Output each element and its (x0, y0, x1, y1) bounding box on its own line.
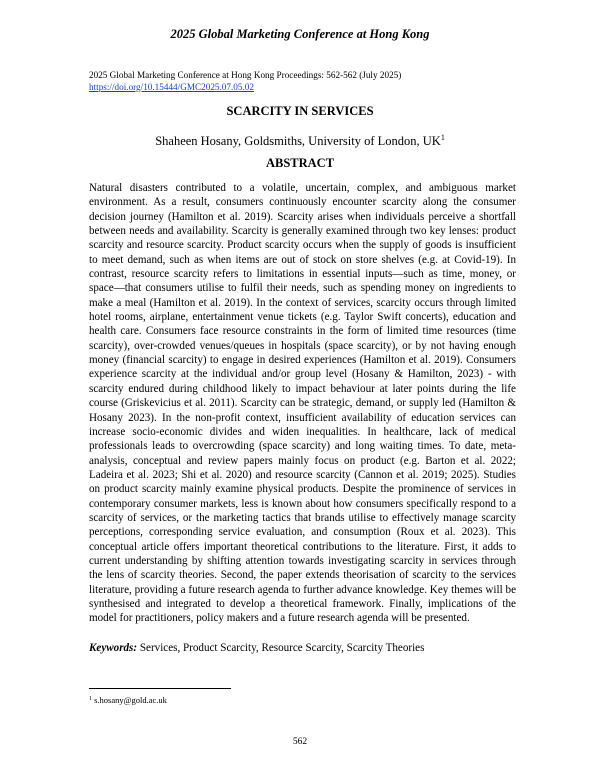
proceedings-citation: 2025 Global Marketing Conference at Hong Kong Proceedings: 562-562 (July 2025) (89, 70, 402, 80)
footnote-mark: 1 (89, 696, 92, 702)
page-number: 562 (292, 737, 308, 747)
author-footnote-mark: 1 (440, 133, 445, 142)
author-line (0, 133, 600, 149)
abstract-body: Natural disasters contributed to a volatile, uncertain, complex, and ambiguous market environment. As a result, consumers continuously encounter scarcity along the consumer decision journey (Hamilton et al. 2019). Scarcity arises when individuals perceive a shortfall between needs and availability. Scarcity is generally examined through two key lenses: product scarcity and resource scarcity. Product scarcity occurs when the supply of goods is insufficient to meet demand, such as when items are out of stock on store shelves (e.g. at Covid-19). In contrast, resource scarcity refers to limitations in essential inputs—such as time, money, or space—that consumers utilise to fulfil their needs, such as spending money on ingredients to make a meal (Hamilton et al. 2019). In the context of services, scarcity occurs through limited hotel rooms, airplane, entertainment venue tickets (e.g. Taylor Swift concerts), education and health care. Consumers face resource constraints in the form of limited time resources (time scarcity), over-crowded venues/queues in hospitals (space scarcity), or by not having enough money (financial scarcity) to engage in desired experiences (Hamilton et al. 2019). Consumers experience scarcity at the individual and/or group level (Hosany & Hamilton, 2023) - with scarcity endured during childhood likely to impact behaviour at later points during the life course (Griskevicius et al. 2011). Scarcity can be strategic, demand, or supply led (Hamilton & Hosany 2023). In the non-profit context, insufficient availability of education services can increase socio-economic divides and widen inequalities. In healthcare, lack of medical professionals leads to overcrowding (space scarcity) and long waiting times. To date, meta-analysis, conceptual and review papers mainly focus on product (e.g. Barton et al. 2022; Ladeira et al. 2023; Shi et al. 2020) and resource scarcity (Cannon et al. 2019; 2025). Studies on product scarcity mainly examine physical products. Despite the prominence of services in contemporary consumer markets, less is known about how consumers specifically respond to a scarcity of services, or the marketing tactics that brands utilise to effectively manage scarcity perceptions, corresponding service evaluation, and consumption (Roux et al. 2023). This conceptual article offers important theoretical contributions to the literature. First, it adds to current understanding by shifting attention towards investigating scarcity in services through the lens of scarcity theories. Second, the paper extends theorisation of scarcity to the services literature, providing a future research agenda to further advance knowledge. Key themes will be synthesised and integrated to develop a theoretical framework. Finally, implications of the model for practitioners, policy makers and a future research agenda will be presented. (89, 182, 516, 625)
footnote (89, 695, 167, 705)
keywords-text: Services, Product Scarcity, Resource Scarcity, Scarcity Theories (139, 642, 425, 654)
abstract-heading: ABSTRACT (265, 156, 335, 170)
keywords-label: Keywords: (89, 642, 138, 654)
author-name: Shaheen Hosany, Goldsmiths, University of London, UK (155, 134, 441, 148)
conference-header: 2025 Global Marketing Conference at Hong Kong (170, 27, 430, 41)
paper-title: SCARCITY IN SERVICES (226, 104, 374, 118)
footnote-divider (89, 688, 231, 689)
keywords-line (89, 642, 516, 654)
footnote-email: s.hosany@gold.ac.uk (94, 695, 167, 705)
proceedings-info (89, 70, 401, 93)
doi-link[interactable]: https://doi.org/10.15444/GMC2025.07.05.02 (89, 81, 254, 92)
